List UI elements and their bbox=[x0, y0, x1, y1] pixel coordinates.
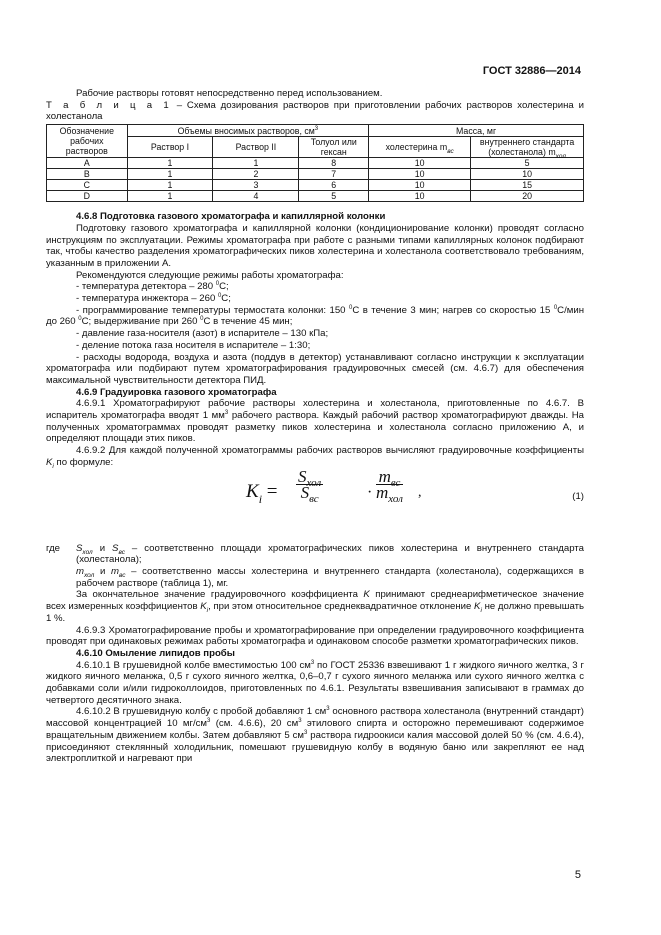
section-4-6-9-title: 4.6.9 Градуировка газового хроматографа bbox=[76, 386, 277, 398]
where-label: где bbox=[46, 542, 61, 554]
header-solution-1: Раствор I bbox=[127, 137, 213, 158]
page-body bbox=[46, 88, 584, 765]
mode-detector-temp: - температура детектора – 280 $^0$С; bbox=[76, 281, 229, 293]
table-caption-label: Т а б л и ц а 1 bbox=[46, 99, 172, 111]
mode-injector-temp: - температура инжектора – 260 $^0$С; bbox=[76, 292, 231, 305]
formula-comma: , bbox=[418, 484, 422, 500]
header-mass: Масса, мг bbox=[369, 125, 584, 137]
mode-carrier-pressure: - давление газа-носителя (азот) в испарителе – 130 кПа; bbox=[76, 328, 329, 340]
definition-areas: $S_{хол}$ и $S_{вс}$ – соответственно площади хроматографических пиков холестерина и внутреннего стандарта (холестанола); bbox=[76, 542, 584, 566]
header-toluene: Толуол или гексан bbox=[299, 137, 369, 158]
page-number: 5 bbox=[574, 869, 581, 881]
formula-dot: · bbox=[367, 483, 373, 501]
mode-oven-program: - программирование температуры термостата колонки: 150 $^0$С в течение 3 мин; нагрев со скоростью 15 $^0$С/мин до 260 $^0$С; выдерживание при 260 $^0$С в течение 45 мин; bbox=[46, 304, 585, 328]
fraction-areas: $S_{хол}$ $S_{вс}$ bbox=[298, 466, 322, 505]
table-caption: Т а б л и ц а 1 – Схема дозирования растворов при приготовлении рабочих растворов холестерина и холестанола bbox=[46, 99, 584, 123]
where-block bbox=[46, 543, 584, 590]
definition-masses: $m_{хол}$ и $m_{вс}$ – соответственно массы холестерина и внутреннего стандарта (холестанола), содержащихся в рабочем растворе (таблица 1), мг. bbox=[76, 565, 584, 589]
table-row: C 1 3 6 10 15 bbox=[47, 180, 584, 191]
section-4-6-8-title: 4.6.8 Подготовка газового хроматографа и капиллярной колонки bbox=[76, 211, 386, 223]
header-solution-2: Раствор II bbox=[213, 137, 299, 158]
paragraph-4-6-9-3: 4.6.9.3 Хроматографирование пробы и хроматографирование при определении градуировочного коэффициента проводят при одинаковых режимах работы хроматографа и одинаковом способе разметки хроматографических пиков. bbox=[46, 624, 584, 648]
formula-lhs: $K_i$ = bbox=[246, 480, 278, 506]
dosing-table bbox=[46, 124, 584, 202]
section-4-6-10-title: 4.6.10 Омыление липидов пробы bbox=[76, 647, 235, 659]
paragraph-4-6-10-2: 4.6.10.2 В грушевидную колбу с пробой добавляют 1 $см^3$ основного раствора холестанола (внутренний стандарт) массовой концентрацией 10 $мг/см^3$ (см. 4.6.6), 20 $см^3$ этилового спирта и осторожно перемешивают содержимое вращательным движением колбы. Затем добавляют 5 $см^3$ раствора гидроокиси калия массовой долей 50 % (см. 4.6.4), присоединяют стеклянный холодильник, помешают грушевидную колбу в водяную баню или закрепляют ее над электроплиткой и нагревают при bbox=[46, 706, 584, 765]
formula-1 bbox=[46, 466, 584, 537]
mode-split-ratio: - деление потока газа носителя в испарителе – 1:30; bbox=[76, 339, 311, 351]
header-cholesterol: холестерина $m_{вс}$ bbox=[369, 137, 471, 158]
formula-number: (1) bbox=[572, 490, 584, 502]
intro-paragraph: Рабочие растворы готовят непосредственно перед использованием. bbox=[76, 88, 383, 99]
header-designation: Обозначение рабочих растворов bbox=[47, 125, 128, 158]
mode-gas-flows: - расходы водорода, воздуха и азота (поддув в детектор) устанавливают согласно инструкции к эксплуатации хроматографа или подбирают путем хроматографирования градуировочных смесей (см. 4.6.7) для обеспечения максимальной чувствительности детектора ПИД. bbox=[46, 351, 584, 386]
final-coefficient-paragraph: За окончательное значение градуировочного коэффициента K принимают среднеарифметическое значение всех измеренных коэффициентов $K_i$, при этом относительное среднеквадратичное отклонение $K_i$ не должно превышать 1 %. bbox=[46, 589, 584, 624]
table-row: D 1 4 5 10 20 bbox=[47, 191, 584, 202]
table-caption-text: Схема дозирования растворов при приготовлении рабочих растворов холестерина и холестанола bbox=[46, 99, 584, 123]
table-row: A 1 1 8 10 5 bbox=[47, 158, 584, 169]
header-volumes: Объемы вносимых растворов, $см^3$ bbox=[127, 125, 369, 137]
modes-intro: Рекомендуются следующие режимы работы хроматографа: bbox=[76, 269, 344, 281]
standard-number: ГОСТ 32886—2014 bbox=[482, 65, 581, 77]
table-row: B 1 2 7 10 10 bbox=[47, 169, 584, 180]
paragraph-4-6-9-1: 4.6.9.1 Хроматографируют рабочие растворы холестерина и холестанола, приготовленные по 4.6.7. В испаритель хроматографа вводят 1 $мм^3$ рабочего раствора. Каждый рабочий раствор хроматографируют дважды. На полученных хроматограммах проводят разметку пиков холестерина и холестанола согласно приложению А, и определяют площади этих пиков. bbox=[46, 398, 585, 445]
section-4-6-8-paragraph: Подготовку газового хроматографа и капиллярной колонки (кондиционирование колонки) проводят согласно инструкциям по эксплуатации. Режимы хроматографа при работе с разными типами капиллярных колонок подбирают так, чтобы качество разделения хроматографических пиков холестерина и холестанола соответствовало требованиям, указанным в приложении А. bbox=[46, 222, 584, 269]
header-internal-standard: внутреннего стандарта (холестанола) $m_{хол}$ bbox=[471, 137, 584, 158]
paragraph-4-6-10-1: 4.6.10.1 В грушевидной колбе вместимостью 100 $см^3$ по ГОСТ 25336 взвешивают 1 г жидкого яичного желтка, 3 г жидкого яичного меланжа, 0,5 г сухого яичного желтка, 0,6–0,7 г сухого яичного меланжа или сухого яичного желтка с добавками соли и/или гидроколлоидов, приготовленных по 4.6.1. Результаты взвешивания записывают в граммах до четвертого десятичного знака. bbox=[46, 659, 584, 706]
paragraph-4-6-9-2: 4.6.9.2 Для каждой полученной хроматограммы рабочих растворов вычисляют градуировочные коэффициенты $K_i$ по формуле: bbox=[46, 445, 584, 470]
fraction-masses: $m_{вс}$ $m_{хол}$ bbox=[376, 466, 403, 505]
